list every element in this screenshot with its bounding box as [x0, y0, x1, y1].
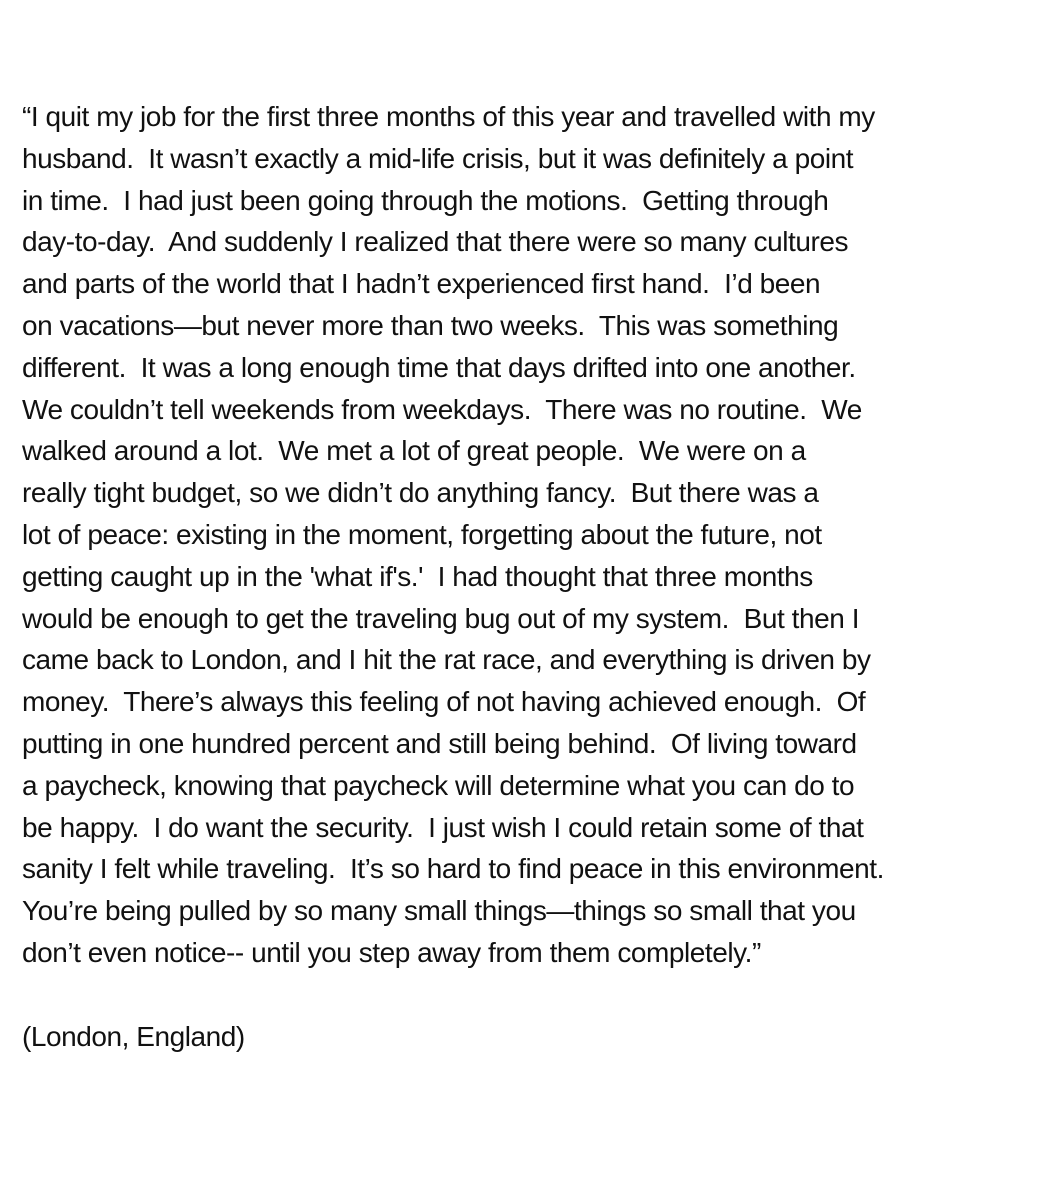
- quote-line: don’t even notice-- until you step away from them completely.”: [22, 936, 761, 968]
- quote-line: a paycheck, knowing that paycheck will determine what you can do to: [22, 769, 855, 801]
- quote-line: You’re being pulled by so many small things—things so small that you: [22, 895, 856, 927]
- quote-line: We couldn’t tell weekends from weekdays. There was no routine. We: [22, 393, 862, 425]
- quote-line: getting caught up in the 'what if's.' I had thought that three months: [22, 560, 813, 592]
- quote-line: different. It was a long enough time that days drifted into one another.: [22, 351, 856, 383]
- quote-line: “I quit my job for the first three months of this year and travelled with my: [22, 101, 875, 132]
- document-body: [22, 96, 1042, 1057]
- quote-line: would be enough to get the traveling bug out of my system. But then I: [22, 602, 860, 634]
- quote-line: and parts of the world that I hadn’t experienced first hand. I’d been: [22, 268, 821, 300]
- quote-line: be happy. I do want the security. I just wish I could retain some of that: [22, 811, 864, 843]
- quote-line: putting in one hundred percent and still being behind. Of living toward: [22, 727, 857, 759]
- quote-line: day-to-day. And suddenly I realized that there were so many cultures: [22, 226, 848, 258]
- quote-line: husband. It wasn’t exactly a mid-life crisis, but it was definitely a point: [22, 142, 854, 174]
- quote-line: lot of peace: existing in the moment, forgetting about the future, not: [22, 518, 822, 550]
- quote-line: in time. I had just been going through the motions. Getting through: [22, 184, 829, 216]
- quote-line: on vacations—but never more than two weeks. This was something: [22, 309, 839, 341]
- quote-line: came back to London, and I hit the rat race, and everything is driven by: [22, 644, 871, 676]
- quote-line: sanity I felt while traveling. It’s so hard to find peace in this environment.: [22, 853, 884, 885]
- quote-line: walked around a lot. We met a lot of great people. We were on a: [22, 435, 806, 467]
- location-caption: (London, England): [22, 1020, 245, 1052]
- quote-paragraph: [22, 96, 1042, 974]
- quote-line: really tight budget, so we didn’t do anything fancy. But there was a: [22, 477, 819, 509]
- quote-line: money. There’s always this feeling of not having achieved enough. Of: [22, 686, 866, 718]
